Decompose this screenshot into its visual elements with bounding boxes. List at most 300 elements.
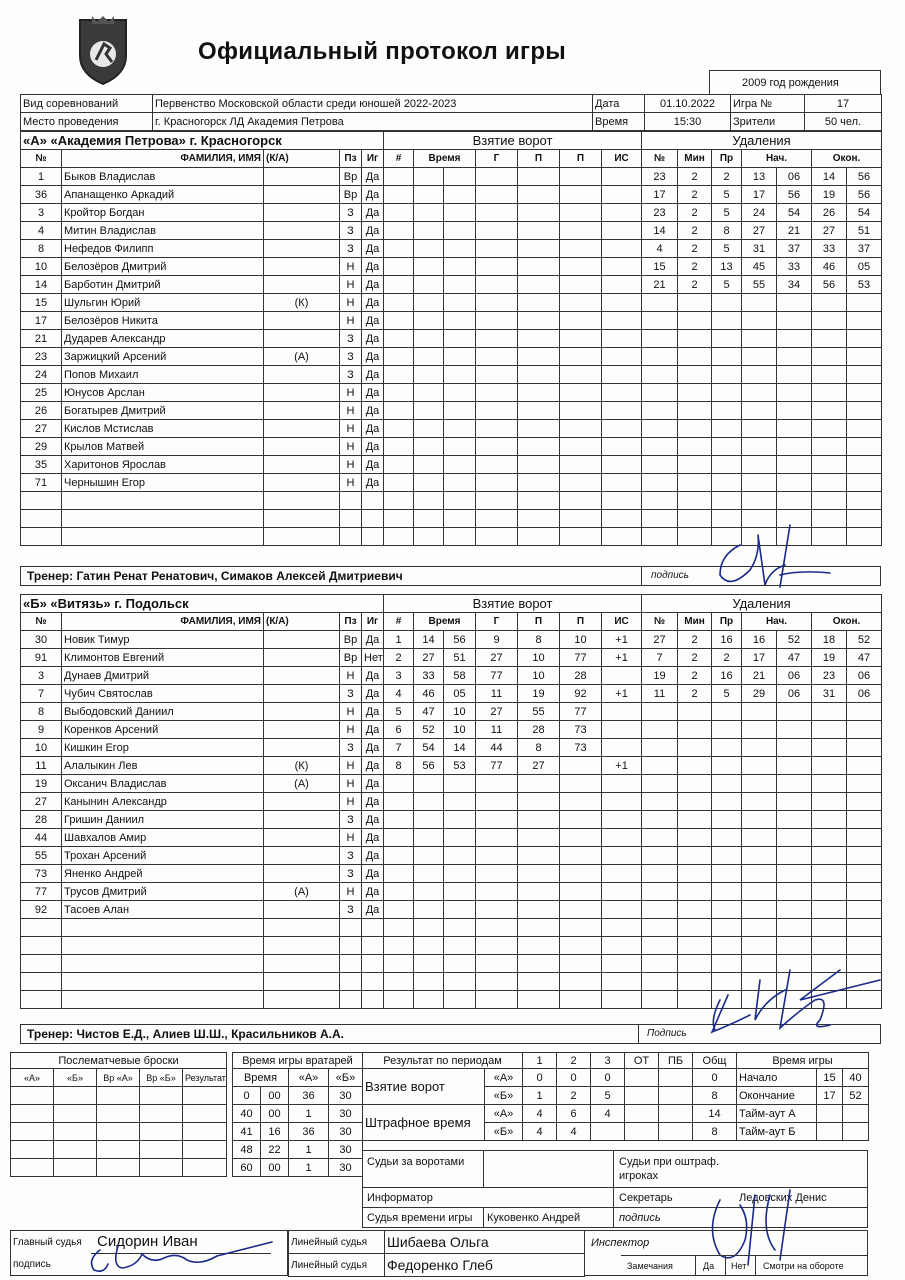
shootout-cell bbox=[54, 1087, 97, 1105]
team-b-pen-reason bbox=[712, 829, 742, 847]
shootout-col-4: Результат bbox=[183, 1069, 227, 1087]
team-b-goal-assist-1 bbox=[518, 865, 560, 883]
team-b-goal-minute: 46 bbox=[414, 685, 444, 703]
table-row bbox=[21, 186, 384, 204]
team-b-player-name: Климонтов Евгений bbox=[62, 649, 264, 667]
goals-b-total: 8 bbox=[693, 1087, 737, 1105]
team-a-player-role bbox=[264, 474, 340, 492]
team-b-goal-minute: 56 bbox=[414, 757, 444, 775]
team-a-player-played: Да bbox=[362, 204, 384, 222]
team-a-goal-second bbox=[444, 186, 476, 204]
team-a-goal-situation bbox=[602, 168, 642, 186]
team-a-pen-reason: 13 bbox=[712, 258, 742, 276]
table-row bbox=[21, 258, 384, 276]
gk-goalie-b: 30 bbox=[329, 1105, 363, 1123]
team-a-player-position: Н bbox=[340, 456, 362, 474]
team-b-player-number: 10 bbox=[21, 739, 62, 757]
shootout-cell bbox=[54, 1105, 97, 1123]
team-b-goal-scorer bbox=[476, 919, 518, 937]
team-a-pen-player bbox=[642, 384, 678, 402]
team-a-goals bbox=[383, 131, 642, 546]
table-row bbox=[384, 847, 642, 865]
table-row bbox=[21, 811, 384, 829]
team-b-pen-end-minute: 23 bbox=[812, 667, 847, 685]
team-b-goal-minute bbox=[414, 919, 444, 937]
table-row bbox=[384, 649, 642, 667]
team-a-pen-end-second: 56 bbox=[847, 186, 882, 204]
team-b-player-number: 8 bbox=[21, 703, 62, 721]
team-b-player-role bbox=[264, 901, 340, 919]
team-b-pen-start-second bbox=[777, 793, 812, 811]
team-a-goal-scorer bbox=[476, 348, 518, 366]
shootout-cell bbox=[97, 1105, 140, 1123]
team-b-goal-situation bbox=[602, 973, 642, 991]
time-value: 15:30 bbox=[645, 113, 731, 131]
team-a-pen-end-second bbox=[847, 294, 882, 312]
team-a-title: «А» «Академия Петрова» г. Красногорск bbox=[21, 132, 384, 150]
team-b-goal-assist-1 bbox=[518, 883, 560, 901]
gk-col-a: «А» bbox=[289, 1069, 329, 1087]
team-a-goal-situation bbox=[602, 348, 642, 366]
league-logo bbox=[74, 14, 132, 86]
team-b-goal-second: 51 bbox=[444, 649, 476, 667]
team-b-goal-assist-1: 8 bbox=[518, 739, 560, 757]
table-row bbox=[642, 829, 882, 847]
team-a-goal-assist-1 bbox=[518, 168, 560, 186]
team-a-goal-assist-2 bbox=[560, 222, 602, 240]
team-a-player-position: Н bbox=[340, 384, 362, 402]
table-row bbox=[21, 438, 384, 456]
team-a-player-position: Вр bbox=[340, 186, 362, 204]
pim-a-p3: 4 bbox=[591, 1105, 625, 1123]
goals-a-ot bbox=[625, 1069, 659, 1087]
team-a-player-role bbox=[264, 186, 340, 204]
shootout-cell bbox=[183, 1105, 227, 1123]
team-b-goal-situation: +1 bbox=[602, 649, 642, 667]
team-a-goal-assist-2 bbox=[560, 186, 602, 204]
team-a-goal-assist-1 bbox=[518, 366, 560, 384]
period-col-2: 3 bbox=[591, 1053, 625, 1069]
table-row bbox=[384, 775, 642, 793]
team-b-pen-start-minute bbox=[742, 847, 777, 865]
see-back: Смотри на обороте bbox=[763, 1261, 844, 1271]
team-b-pen-reason bbox=[712, 739, 742, 757]
team-a-pen-end-second bbox=[847, 456, 882, 474]
team-b-goal-number bbox=[384, 883, 414, 901]
team-a-pen-player bbox=[642, 528, 678, 546]
team-a-pen-player bbox=[642, 420, 678, 438]
team-a-goal-second bbox=[444, 420, 476, 438]
team-a-goal-minute bbox=[414, 294, 444, 312]
team-a-goal-minute bbox=[414, 366, 444, 384]
table-row bbox=[384, 829, 642, 847]
table-row bbox=[384, 402, 642, 420]
team-b-player-name: Новик Тимур bbox=[62, 631, 264, 649]
team-a-pen-end-minute: 14 bbox=[812, 168, 847, 186]
team-a-pen-end-minute bbox=[812, 294, 847, 312]
col-end: Окон. bbox=[812, 150, 882, 168]
period-col-1: 2 bbox=[557, 1053, 591, 1069]
team-b-pen-start-second bbox=[777, 919, 812, 937]
team-a-player-position: Н bbox=[340, 276, 362, 294]
team-a-goal-scorer bbox=[476, 528, 518, 546]
team-a-goal-assist-1 bbox=[518, 420, 560, 438]
col-name: ФАМИЛИЯ, ИМЯ bbox=[62, 150, 264, 168]
table-row bbox=[384, 456, 642, 474]
team-a-goal-assist-1 bbox=[518, 492, 560, 510]
table-row bbox=[21, 973, 384, 991]
team-a-pen-start-second bbox=[777, 384, 812, 402]
table-row bbox=[21, 402, 384, 420]
table-row bbox=[642, 438, 882, 456]
team-a-pen-reason: 5 bbox=[712, 186, 742, 204]
team-b-pen-player: 27 bbox=[642, 631, 678, 649]
table-row bbox=[21, 384, 384, 402]
team-a-player-number: 36 bbox=[21, 186, 62, 204]
team-a-pen-player: 15 bbox=[642, 258, 678, 276]
team-a-goal-number bbox=[384, 186, 414, 204]
team-b-player-role: (А) bbox=[264, 775, 340, 793]
team-b-pen-player bbox=[642, 883, 678, 901]
team-b-player-number: 19 bbox=[21, 775, 62, 793]
team-a-player-number: 25 bbox=[21, 384, 62, 402]
col-start: Нач. bbox=[742, 150, 812, 168]
table-row bbox=[233, 1123, 363, 1141]
team-b-pen-reason bbox=[712, 793, 742, 811]
team-b-goal-minute: 14 bbox=[414, 631, 444, 649]
team-b-pen-end-second bbox=[847, 847, 882, 865]
team-b-goal-number bbox=[384, 829, 414, 847]
goalie-time-table bbox=[232, 1052, 363, 1177]
team-b-goal-situation bbox=[602, 901, 642, 919]
col-pr: Пр bbox=[712, 150, 742, 168]
team-a-player-number: 27 bbox=[21, 420, 62, 438]
team-b-player-number: 3 bbox=[21, 667, 62, 685]
team-a-pen-start-second bbox=[777, 474, 812, 492]
team-b-player-position bbox=[340, 919, 362, 937]
table-row bbox=[384, 438, 642, 456]
team-a-goal-minute bbox=[414, 528, 444, 546]
table-row bbox=[21, 528, 384, 546]
team-a-pen-end-second bbox=[847, 420, 882, 438]
team-a-player-played: Да bbox=[362, 276, 384, 294]
team-a-goal-scorer bbox=[476, 384, 518, 402]
secretary-name: Ледовских Денис bbox=[739, 1192, 827, 1204]
team-a-goal-second bbox=[444, 222, 476, 240]
team-a-pen-start-second bbox=[777, 438, 812, 456]
team-a-goal-situation bbox=[602, 384, 642, 402]
table-row bbox=[642, 402, 882, 420]
team-a-goal-second bbox=[444, 240, 476, 258]
table-row bbox=[21, 847, 384, 865]
team-b-pen-reason bbox=[712, 865, 742, 883]
team-a-pen-start-second: 33 bbox=[777, 258, 812, 276]
team-a-pen-start-second bbox=[777, 330, 812, 348]
team-b-goal-scorer bbox=[476, 865, 518, 883]
table-row bbox=[642, 919, 882, 937]
line-judge-2-label: Линейный судья bbox=[289, 1254, 385, 1277]
team-a-player-played: Да bbox=[362, 258, 384, 276]
team-b-pen-player bbox=[642, 721, 678, 739]
team-a-player-played: Да bbox=[362, 312, 384, 330]
col-start: Нач. bbox=[742, 613, 812, 631]
team-a-player-name bbox=[62, 492, 264, 510]
team-b-player-position: Н bbox=[340, 721, 362, 739]
team-a-goal-situation bbox=[602, 258, 642, 276]
team-a-goal-number bbox=[384, 204, 414, 222]
team-a-goal-scorer bbox=[476, 510, 518, 528]
team-b-goal-situation bbox=[602, 919, 642, 937]
team-a-pen-minutes bbox=[678, 294, 712, 312]
line-judge-1-label: Линейный судья bbox=[289, 1231, 385, 1254]
team-b-player-role: (К) bbox=[264, 757, 340, 775]
team-a-goal-minute bbox=[414, 330, 444, 348]
table-row bbox=[384, 204, 642, 222]
team-b-goal-assist-1 bbox=[518, 937, 560, 955]
team-a-pen-start-second bbox=[777, 312, 812, 330]
team-a-player-position: З bbox=[340, 240, 362, 258]
table-row bbox=[384, 168, 642, 186]
table-row bbox=[21, 865, 384, 883]
period-col-0: 1 bbox=[523, 1053, 557, 1069]
team-b-goal-number bbox=[384, 811, 414, 829]
col-no: № bbox=[21, 150, 62, 168]
team-b-goal-minute bbox=[414, 829, 444, 847]
table-row bbox=[642, 685, 882, 703]
team-a-player-played: Да bbox=[362, 438, 384, 456]
team-a-player-number: 24 bbox=[21, 366, 62, 384]
team-b-goal-second bbox=[444, 937, 476, 955]
team-a-goal-second bbox=[444, 510, 476, 528]
team-a-goal-second bbox=[444, 168, 476, 186]
team-b-player-role bbox=[264, 919, 340, 937]
team-a-pen-minutes bbox=[678, 402, 712, 420]
team-a-player-name: Апанащенко Аркадий bbox=[62, 186, 264, 204]
team-b-player-name: Трохан Арсений bbox=[62, 847, 264, 865]
team-b-player-position: З bbox=[340, 739, 362, 757]
team-b-pen-player bbox=[642, 739, 678, 757]
table-row bbox=[384, 667, 642, 685]
team-a-goal-assist-2 bbox=[560, 384, 602, 402]
team-a-pen-end-second: 05 bbox=[847, 258, 882, 276]
team-b-goal-minute bbox=[414, 973, 444, 991]
team-b-pen-minutes: 2 bbox=[678, 649, 712, 667]
team-a-goal-minute bbox=[414, 384, 444, 402]
team-a-pen-end-minute: 27 bbox=[812, 222, 847, 240]
team-a-penalties-title: Удаления bbox=[642, 132, 882, 150]
team-a-pen-reason: 5 bbox=[712, 276, 742, 294]
team-a-goal-number bbox=[384, 168, 414, 186]
team-a-player-number: 14 bbox=[21, 276, 62, 294]
table-row bbox=[642, 294, 882, 312]
team-b-goal-minute: 27 bbox=[414, 649, 444, 667]
team-b-pen-player bbox=[642, 991, 678, 1009]
timeout-a-label: Тайм-аут А bbox=[737, 1105, 817, 1123]
team-a-player-played bbox=[362, 492, 384, 510]
team-b-player-name: Коренков Арсений bbox=[62, 721, 264, 739]
team-b-goal-minute bbox=[414, 955, 444, 973]
team-b-goal-assist-2 bbox=[560, 775, 602, 793]
table-row bbox=[233, 1159, 363, 1177]
team-b-pen-start-minute: 21 bbox=[742, 667, 777, 685]
col-min: Мин bbox=[678, 150, 712, 168]
shootout-cell bbox=[11, 1141, 54, 1159]
shootout-cell bbox=[140, 1105, 183, 1123]
team-a-pen-start-minute bbox=[742, 474, 777, 492]
team-a-player-role bbox=[264, 366, 340, 384]
team-b-goal-situation bbox=[602, 793, 642, 811]
team-b-goal-second bbox=[444, 973, 476, 991]
team-b-player-played: Да bbox=[362, 721, 384, 739]
col-min: Мин bbox=[678, 613, 712, 631]
team-a-player-role bbox=[264, 222, 340, 240]
team-b-goal-number bbox=[384, 847, 414, 865]
team-a-goal-situation bbox=[602, 438, 642, 456]
team-b-player-position bbox=[340, 991, 362, 1009]
table-row bbox=[21, 685, 384, 703]
team-a-pen-player bbox=[642, 402, 678, 420]
team-b-pen-player: 19 bbox=[642, 667, 678, 685]
team-a-player-role bbox=[264, 402, 340, 420]
team-b-goals bbox=[383, 594, 642, 1009]
shootout-cell bbox=[11, 1105, 54, 1123]
team-b-goal-scorer bbox=[476, 793, 518, 811]
birth-year: 2009 год рождения bbox=[709, 70, 881, 95]
team-b-pen-minutes: 2 bbox=[678, 685, 712, 703]
time-judge-label: Судья времени игры bbox=[367, 1212, 473, 1224]
team-a-pen-end-minute bbox=[812, 348, 847, 366]
shootout-cell bbox=[97, 1159, 140, 1177]
team-b-player-number bbox=[21, 991, 62, 1009]
team-b-goal-situation bbox=[602, 847, 642, 865]
table-row bbox=[642, 258, 882, 276]
team-b-player-number: 27 bbox=[21, 793, 62, 811]
team-b-player-position: Н bbox=[340, 829, 362, 847]
team-b-player-role bbox=[264, 649, 340, 667]
team-b-pen-player bbox=[642, 829, 678, 847]
table-row bbox=[642, 865, 882, 883]
team-b-player-played bbox=[362, 991, 384, 1009]
table-row bbox=[21, 204, 384, 222]
table-row bbox=[384, 703, 642, 721]
team-b-goal-scorer bbox=[476, 955, 518, 973]
team-a-goal-scorer bbox=[476, 186, 518, 204]
team-b-pen-start-minute bbox=[742, 937, 777, 955]
team-b-goals-title: Взятие ворот bbox=[384, 595, 642, 613]
team-b-goal-second bbox=[444, 811, 476, 829]
team-a-pen-start-minute: 24 bbox=[742, 204, 777, 222]
table-row bbox=[384, 865, 642, 883]
team-a-goal-minute bbox=[414, 204, 444, 222]
team-a-goal-situation bbox=[602, 204, 642, 222]
table-row bbox=[21, 703, 384, 721]
table-row bbox=[233, 1141, 363, 1159]
team-a-goal-assist-2 bbox=[560, 258, 602, 276]
pim-b-so bbox=[659, 1123, 693, 1141]
end-minute: 52 bbox=[843, 1087, 869, 1105]
gk-col-b: «Б» bbox=[329, 1069, 363, 1087]
team-a-goal-situation bbox=[602, 330, 642, 348]
goals-b-p1: 1 bbox=[523, 1087, 557, 1105]
table-row bbox=[642, 901, 882, 919]
team-b-pen-player bbox=[642, 865, 678, 883]
team-a-goal-situation bbox=[602, 240, 642, 258]
team-b-pen-start-minute bbox=[742, 883, 777, 901]
team-a-goal-second bbox=[444, 438, 476, 456]
goals-a-p3: 0 bbox=[591, 1069, 625, 1087]
team-a-goal-minute bbox=[414, 492, 444, 510]
pim-a-so bbox=[659, 1105, 693, 1123]
table-row bbox=[21, 492, 384, 510]
team-a-pen-start-minute: 17 bbox=[742, 186, 777, 204]
team-a-pen-end-minute bbox=[812, 456, 847, 474]
team-b-player-role: (А) bbox=[264, 883, 340, 901]
team-b-pen-start-second bbox=[777, 775, 812, 793]
team-a-pen-minutes bbox=[678, 312, 712, 330]
secretary-label: Секретарь bbox=[619, 1192, 673, 1204]
team-a-player-position: Н bbox=[340, 420, 362, 438]
team-a-pen-minutes bbox=[678, 438, 712, 456]
team-a-pen-reason: 5 bbox=[712, 240, 742, 258]
team-b-player-played: Да bbox=[362, 865, 384, 883]
team-a-goal-assist-2 bbox=[560, 348, 602, 366]
team-a-player-position: Н bbox=[340, 402, 362, 420]
team-a-goal-situation bbox=[602, 528, 642, 546]
team-b-goal-situation: +1 bbox=[602, 757, 642, 775]
team-b-pen-minutes bbox=[678, 811, 712, 829]
team-a-pen-player: 23 bbox=[642, 168, 678, 186]
team-a-goal-scorer bbox=[476, 222, 518, 240]
team-a-player-name: Харитонов Ярослав bbox=[62, 456, 264, 474]
team-a-goal-minute bbox=[414, 258, 444, 276]
team-b-goal-number: 7 bbox=[384, 739, 414, 757]
goals-b-mark: «Б» bbox=[485, 1087, 523, 1105]
table-row bbox=[384, 366, 642, 384]
team-b-pen-minutes bbox=[678, 865, 712, 883]
team-b-pen-player bbox=[642, 811, 678, 829]
goals-a-p1: 0 bbox=[523, 1069, 557, 1087]
team-b-player-role bbox=[264, 847, 340, 865]
team-a-pen-end-minute: 19 bbox=[812, 186, 847, 204]
team-a-goal-situation bbox=[602, 366, 642, 384]
game-time-title: Время игры bbox=[737, 1053, 869, 1069]
team-b-player-name: Чубич Святослав bbox=[62, 685, 264, 703]
team-a-goal-number bbox=[384, 312, 414, 330]
table-row bbox=[21, 510, 384, 528]
table-row bbox=[642, 168, 882, 186]
team-a-goal-scorer bbox=[476, 474, 518, 492]
team-b-goal-scorer: 27 bbox=[476, 649, 518, 667]
team-a-player-number bbox=[21, 492, 62, 510]
table-row bbox=[384, 631, 642, 649]
team-a-pen-start-minute bbox=[742, 402, 777, 420]
team-b-goal-assist-1: 10 bbox=[518, 667, 560, 685]
gk-minute: 0 bbox=[233, 1087, 261, 1105]
team-b-goal-minute bbox=[414, 883, 444, 901]
team-b-goal-assist-2 bbox=[560, 883, 602, 901]
team-b-pen-reason bbox=[712, 919, 742, 937]
shootout-cell bbox=[140, 1141, 183, 1159]
team-a-goal-minute bbox=[414, 402, 444, 420]
team-b-player-name: Гришин Даниил bbox=[62, 811, 264, 829]
team-a-goal-assist-1 bbox=[518, 240, 560, 258]
team-a-pen-minutes: 2 bbox=[678, 276, 712, 294]
team-a-coach-signature-label: подпись bbox=[651, 570, 689, 581]
team-b-goal-number bbox=[384, 937, 414, 955]
team-a-player-position: Н bbox=[340, 474, 362, 492]
team-b-goal-assist-1 bbox=[518, 919, 560, 937]
team-a-goal-assist-1 bbox=[518, 510, 560, 528]
